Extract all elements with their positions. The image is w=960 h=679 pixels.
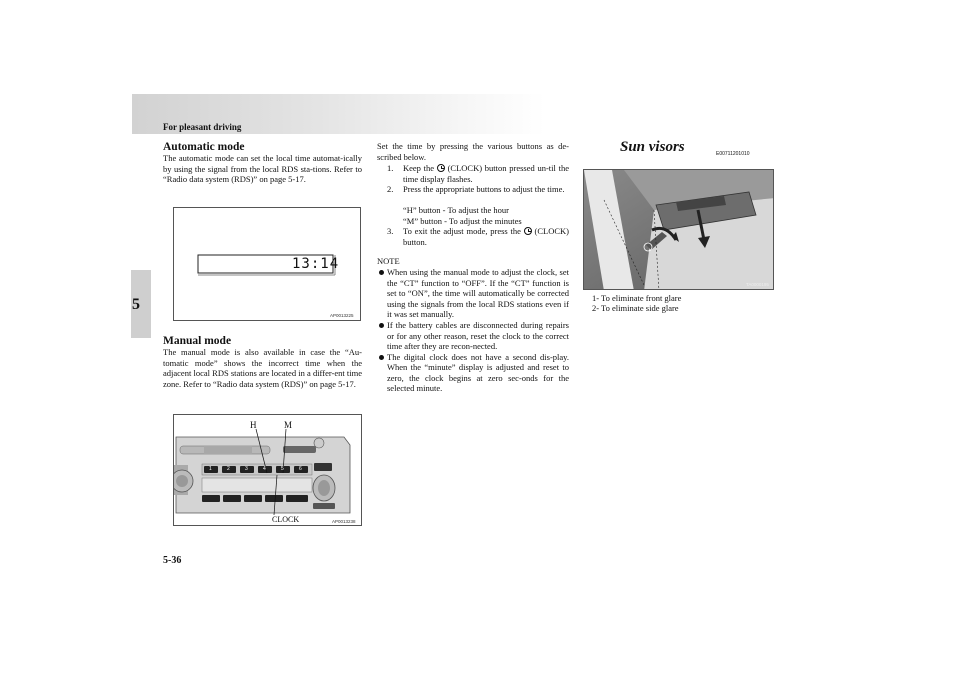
step-3-text-after: (CLOCK) button.	[403, 226, 569, 247]
sun-visors-heading: Sun visors	[620, 139, 685, 155]
automatic-mode-text: The automatic mode can set the local time automat-ically by using the signal from the local RDS sta-tions. Refer to “Radio data system (RDS)” on page 5-17.	[163, 153, 362, 185]
clock-setting-intro: Set the time by pressing the various buttons as de-scribed below.	[377, 141, 569, 162]
clock-setting-steps	[377, 163, 569, 247]
clock-display-fig-id: AP0013225	[330, 313, 354, 318]
manual-mode-text: The manual mode is also available in case the “Au-tomatic mode” shows the incorrect time when the adjacent local RDS stations are located in a differ-ent time zone. Refer to “Radio data system (RDS)” on page 5-17.	[163, 347, 362, 389]
radio-panel-figure	[173, 414, 362, 526]
step-2	[377, 184, 569, 226]
legend-item-front-glare: 1- To eliminate front glare	[592, 293, 682, 303]
step-2-number: 2.	[387, 184, 394, 195]
sun-visors-code: E00711201010	[716, 151, 750, 157]
step-1	[377, 163, 569, 184]
note-heading: NOTE	[377, 256, 400, 267]
step-1-number: 1.	[387, 163, 394, 174]
preset-button-3: 3	[245, 466, 248, 472]
minute-button-line: “M” button - To adjust the minutes	[403, 215, 522, 226]
preset-button-4: 4	[263, 466, 266, 472]
manual-mode-heading: Manual mode	[163, 335, 232, 347]
preset-button-1: 1	[209, 466, 212, 472]
manual-mode-section	[163, 335, 362, 389]
sun-visor-legend	[592, 293, 681, 313]
radio-label-h: H	[250, 420, 257, 430]
legend-item-side-glare: 2- To eliminate side glare	[592, 303, 679, 313]
step-3-text-before: To exit the adjust mode, press the	[403, 226, 521, 237]
step-1-text-after: (CLOCK) button pressed un-til the time display flashes.	[403, 163, 570, 184]
note-item: The digital clock does not have a second dis-play. When the “minute” display is adjusted and reset to zero, the clock begins at zero sec-onds for the selected minute.	[377, 352, 569, 394]
clock-display-figure	[173, 207, 361, 321]
page-number: 5-36	[163, 555, 182, 566]
radio-panel-fig-id: AP0013238	[332, 519, 356, 524]
bullet-icon	[379, 270, 384, 275]
sun-visor-fig-id: TA0000195	[746, 282, 769, 287]
step-3-number: 3.	[387, 226, 394, 237]
preset-button-6: 6	[299, 466, 302, 472]
hour-button-line: “H” button - To adjust the hour	[403, 204, 509, 215]
bullet-icon	[379, 323, 384, 328]
step-2-text: Press the appropriate buttons to adjust the time.	[403, 184, 565, 195]
note-list	[377, 267, 569, 394]
clock-button-icon	[524, 227, 532, 235]
sun-visor-illustration	[584, 170, 774, 290]
chapter-number: 5	[132, 296, 140, 313]
sun-visor-figure	[583, 169, 774, 290]
clock-setting-section	[377, 141, 569, 394]
note-item: If the battery cables are disconnected during repairs or for any other reason, reset the clock to the correct time after they are recon-nected.	[377, 320, 569, 352]
automatic-mode-heading: Automatic mode	[163, 141, 245, 153]
bullet-icon	[379, 355, 384, 360]
note-item: When using the manual mode to adjust the clock, set the “CT” function to “OFF”. If the “CT” function is set to “ON”, the time will automatically be corrected using the signals from the local RDS stations even if it was set manually.	[377, 267, 569, 320]
clock-display-time: 13:14	[292, 256, 340, 272]
automatic-mode-section	[163, 141, 362, 185]
preset-button-2: 2	[227, 466, 230, 472]
clock-button-icon	[437, 164, 445, 172]
preset-button-5: 5	[281, 466, 284, 472]
radio-label-clock: CLOCK	[272, 515, 300, 524]
step-1-text-before: Keep the	[403, 163, 435, 174]
radio-preset-buttons	[204, 466, 308, 474]
radio-label-m: M	[284, 420, 293, 430]
step-3	[377, 226, 569, 247]
section-title: For pleasant driving	[163, 122, 242, 132]
